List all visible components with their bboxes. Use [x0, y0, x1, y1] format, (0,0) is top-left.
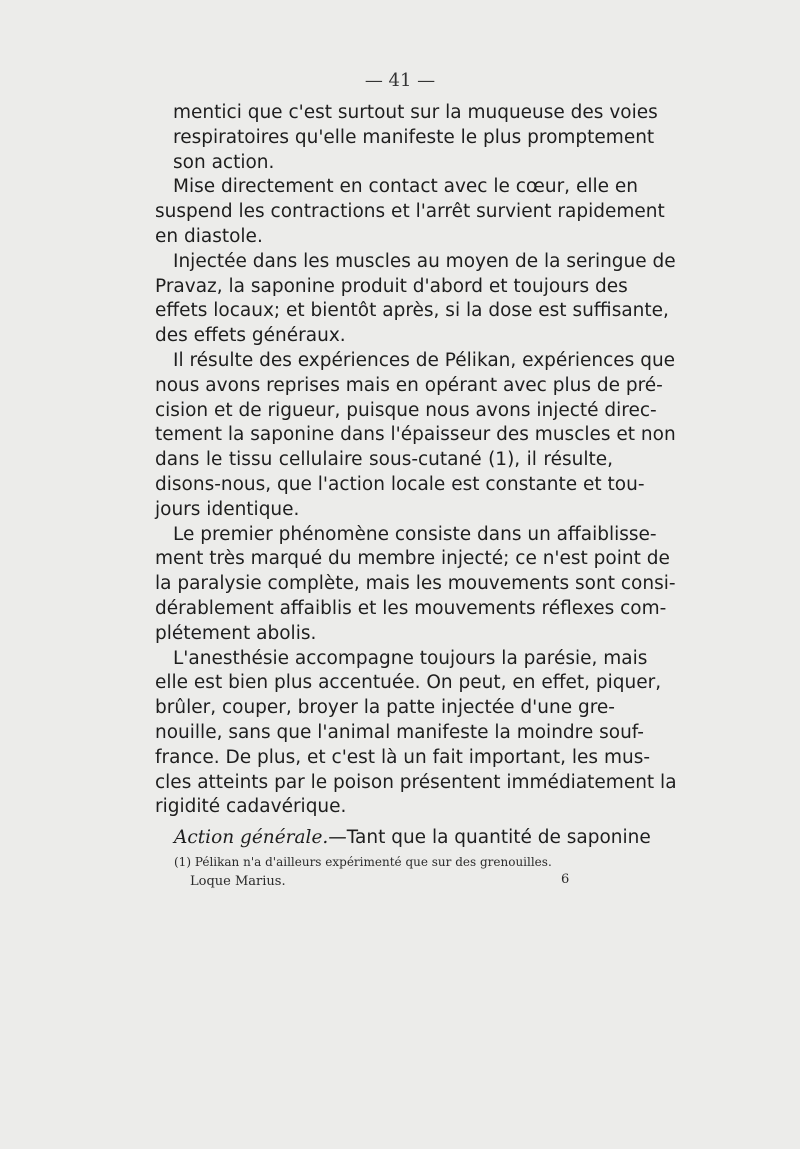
text-line: jours identique. [155, 498, 300, 520]
text-line: Pravaz, la saponine produit d'abord et toujours des [155, 275, 628, 297]
text-line: mentici que c'est surtout sur la muqueuse des voies [173, 102, 658, 123]
paragraph-1 [155, 101, 658, 175]
text-line: des effets généraux. [155, 325, 346, 347]
paragraph-3 [155, 250, 676, 349]
text-line: la paralysie complète, mais les mouvements sont consi- [155, 573, 676, 595]
section-text: Tant que la quantité de saponine [346, 827, 651, 848]
text-line: nous avons reprises mais en opérant avec plus de pré- [155, 374, 663, 396]
body-text [155, 101, 677, 820]
text-line: disons-nous, que l'action locale est constante et tou- [155, 473, 645, 495]
text-line: nouille, sans que l'animal manifeste la moindre souf- [155, 721, 644, 743]
printer-signature: Loque Marius. [190, 874, 286, 889]
text-line: plétement abolis. [155, 622, 317, 644]
text-line: tement la saponine dans l'épaisseur des muscles et non [155, 424, 676, 446]
text-line: elle est bien plus accentuée. On peut, en effet, piquer, [155, 672, 662, 694]
text-line: respiratoires qu'elle manifeste le plus promptement [173, 126, 655, 148]
paragraph-2 [155, 175, 665, 249]
text-line: brûler, couper, broyer la patte injectée d'une gre- [155, 697, 615, 719]
text-line: suspend les contractions et l'arrêt survient rapidement [155, 201, 665, 223]
text-line: rigidité cadavérique. [155, 796, 347, 818]
paragraph-4 [155, 349, 676, 523]
text-line: cles atteints par le poison présentent immédiatement la [155, 771, 677, 793]
text-line: Le premier phénomène consiste dans un affaiblisse- [173, 523, 657, 545]
text-line: Injectée dans les muscles au moyen de la seringue de [173, 250, 676, 272]
paragraph-6 [155, 647, 677, 821]
text-line: L'anesthésie accompagne toujours la parésie, mais [173, 647, 648, 669]
section-heading-line [174, 826, 651, 850]
text-line: cision et de rigueur, puisque nous avons injecté direc- [155, 399, 657, 421]
text-line: Il résulte des expériences de Pélikan, expériences que [173, 349, 676, 371]
text-line: son action. [173, 151, 275, 173]
section-title: Action générale. [174, 827, 329, 848]
footnote: (1) Pélikan n'a d'ailleurs expérimenté que sur des grenouilles. [174, 855, 552, 869]
text-line: Mise directement en contact avec le cœur, elle en [173, 176, 638, 198]
text-line: en diastole. [155, 225, 263, 247]
paragraph-5 [155, 523, 676, 647]
text-line: ment très marqué du membre injecté; ce n'est point de [155, 548, 670, 570]
text-line: effets locaux; et bientôt après, si la dose est suffisante, [155, 300, 669, 322]
text-line: dérablement affaiblis et les mouvements réflexes com- [155, 597, 667, 619]
page-number: — 41 — [364, 70, 436, 91]
sheet-number: 6 [561, 872, 570, 887]
text-line: france. De plus, et c'est là un fait important, les mus- [155, 746, 651, 768]
section-dash: — [328, 827, 347, 848]
text-line: dans le tissu cellulaire sous-cutané (1), il résulte, [155, 449, 613, 471]
